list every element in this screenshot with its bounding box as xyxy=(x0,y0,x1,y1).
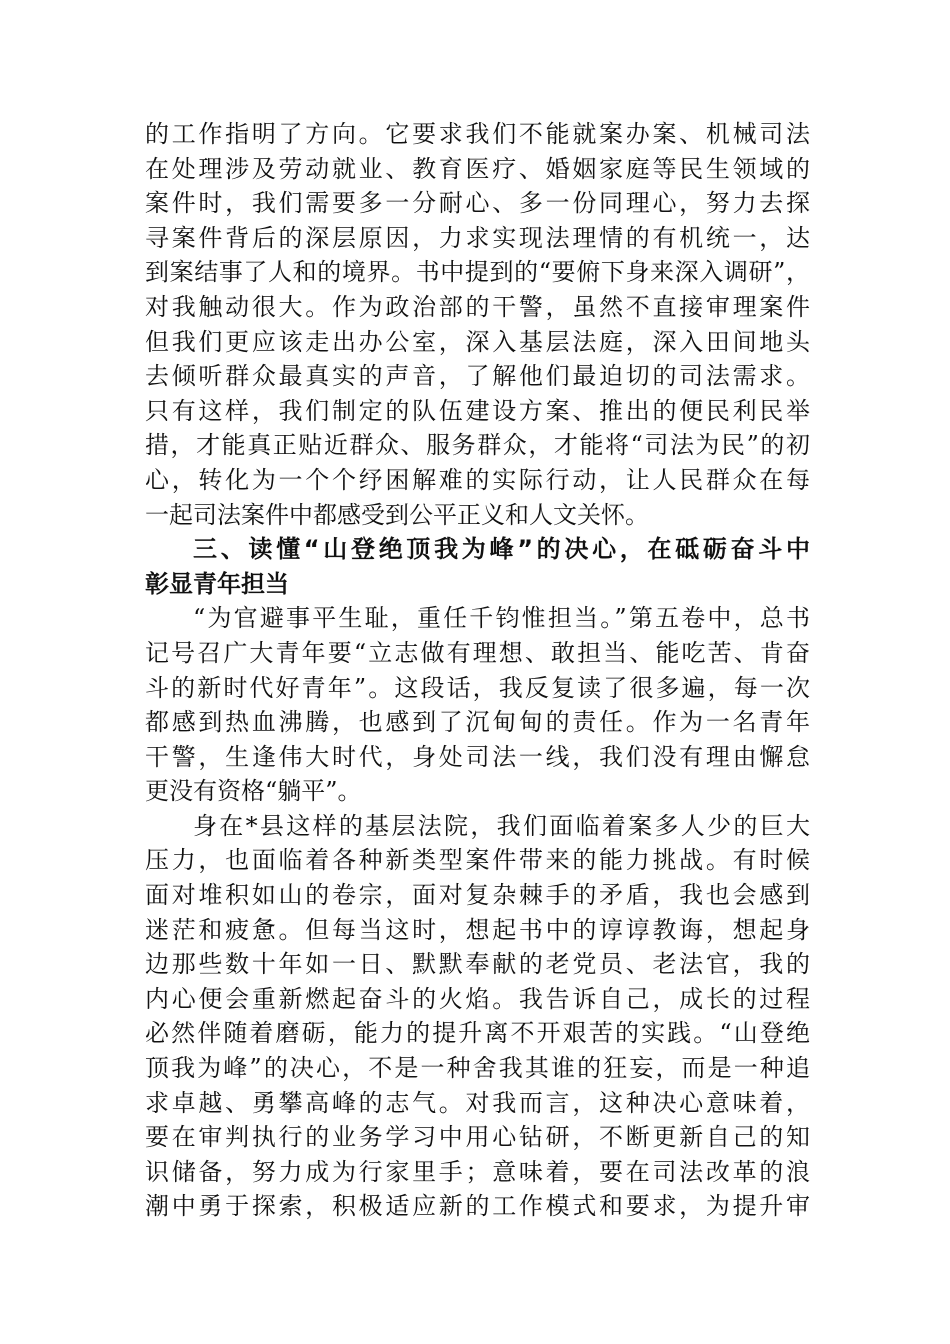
text-line: 必然伴随着磨砺，能力的提升离不开艰苦的实践。“山登绝 xyxy=(145,1019,810,1048)
text-line: 识储备，努力成为行家里手；意味着，要在司法改革的浪 xyxy=(145,1157,810,1186)
text-line: 去倾听群众最真实的声音，了解他们最迫切的司法需求。 xyxy=(145,362,810,391)
text-line: 迷茫和疲惫。但每当这时，想起书中的谆谆教诲，想起身 xyxy=(145,915,810,944)
text-line: 在处理涉及劳动就业、教育医疗、婚姻家庭等民生领域的 xyxy=(145,154,810,183)
text-line: 面对堆积如山的卷宗，面对复杂棘手的矛盾，我也会感到 xyxy=(145,881,810,910)
text-line: 求卓越、勇攀高峰的志气。对我而言，这种决心意味着， xyxy=(145,1088,810,1117)
text-line: 的工作指明了方向。它要求我们不能就案办案、机械司法 xyxy=(145,120,810,148)
text-line: 干警，生逢伟大时代，身处司法一线，我们没有理由懈怠 xyxy=(145,742,810,771)
text-line: 措，才能真正贴近群众、服务群众，才能将“司法为民”的初 xyxy=(145,431,810,460)
text-line: 心，转化为一个个纾困解难的实际行动，让人民群众在每 xyxy=(145,465,810,494)
text-line: 压力，也面临着各种新类型案件带来的能力挑战。有时候 xyxy=(145,846,810,875)
text-line: 内心便会重新燃起奋斗的火焰。我告诉自己，成长的过程 xyxy=(145,984,810,1013)
section-heading-continued: 彰显青年担当 xyxy=(145,569,289,598)
text-line: 对我触动很大。作为政治部的干警，虽然不直接审理案件 xyxy=(145,292,810,321)
document-page xyxy=(145,117,810,1224)
text-line: 要在审判执行的业务学习中用心钻研，不断更新自己的知 xyxy=(145,1123,810,1152)
paragraph-end-line: 一起司法案件中都感受到公平正义和人文关怀。 xyxy=(145,500,649,529)
text-line: 寻案件背后的深层原因，力求实现法理情的有机统一，达 xyxy=(145,223,810,252)
text-line: 但我们更应该走出办公室，深入基层法庭，深入田间地头 xyxy=(145,327,810,356)
paragraph-start-line: 身在*县这样的基层法院，我们面临着案多人少的巨大 xyxy=(193,811,810,840)
text-line: 只有这样，我们制定的队伍建设方案、推出的便民利民举 xyxy=(145,396,810,425)
text-line: 边那些数十年如一日、默默奉献的老党员、老法官，我的 xyxy=(145,950,810,979)
text-line: 斗的新时代好青年”。这段话，我反复读了很多遍，每一次 xyxy=(145,673,810,702)
text-line: 记号召广大青年要“立志做有理想、敢担当、能吃苦、肯奋 xyxy=(145,638,810,667)
text-line: 顶我为峰”的决心，不是一种舍我其谁的狂妄，而是一种追 xyxy=(145,1054,810,1083)
text-line: 到案结事了人和的境界。书中提到的“要俯下身来深入调研”， xyxy=(145,258,810,287)
text-line: 案件时，我们需要多一分耐心、多一份同理心，努力去探 xyxy=(145,189,810,218)
paragraph-start-line: “为官避事平生耻，重任千钧惟担当。”第五卷中，总书 xyxy=(193,604,810,633)
text-line: 潮中勇于探索，积极适应新的工作模式和要求，为提升审 xyxy=(145,1192,810,1221)
section-heading: 三、读懂“山登绝顶我为峰”的决心，在砥砺奋斗中 xyxy=(193,535,810,564)
paragraph-end-line: 更没有资格“躺平”。 xyxy=(145,777,362,806)
text-line: 都感到热血沸腾，也感到了沉甸甸的责任。作为一名青年 xyxy=(145,708,810,737)
